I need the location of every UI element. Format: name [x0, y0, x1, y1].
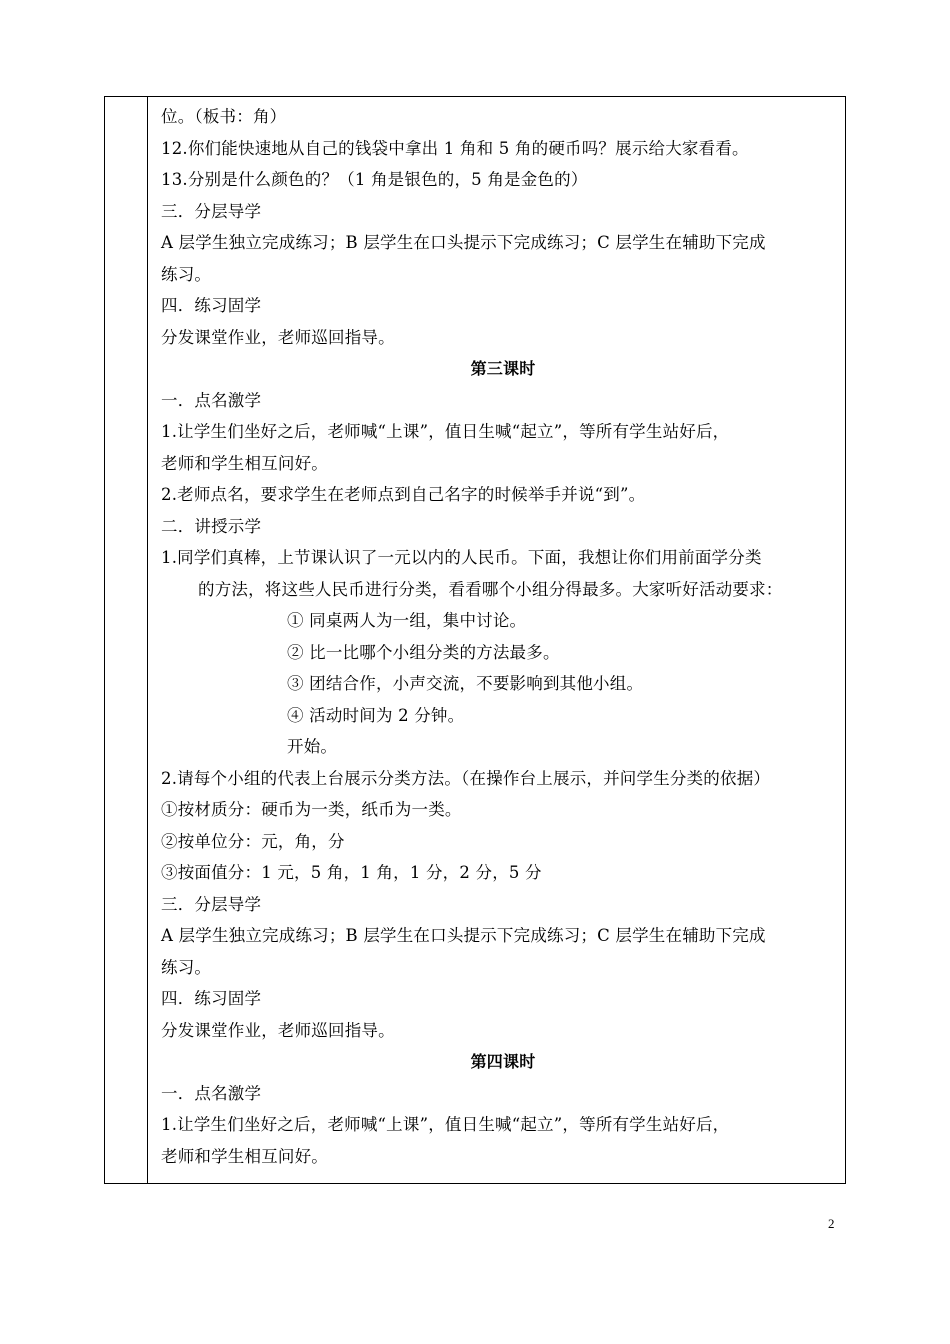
text-line: 开始。 [287, 737, 338, 756]
text-line: A 层学生独立完成练习；B 层学生在口头提示下完成练习；C 层学生在辅助下完成 [161, 233, 766, 252]
lesson-plan-table [104, 96, 846, 1184]
section-heading: 第四课时 [470, 1052, 536, 1071]
text-line: 一．点名激学 [161, 1083, 262, 1103]
left-column-cell [105, 97, 148, 1183]
section-heading: 第三课时 [470, 359, 536, 378]
text-line: ④ 活动时间为 2 分钟。 [287, 705, 465, 725]
text-line: 练习。 [161, 264, 212, 284]
text-line: 练习。 [161, 957, 212, 977]
text-line: ①按材质分：硬币为一类，纸币为一类。 [161, 800, 462, 819]
text-line: ① 同桌两人为一组，集中讨论。 [287, 611, 527, 630]
text-line: 老师和学生相互问好。 [161, 453, 328, 473]
text-line: 2.老师点名，要求学生在老师点到自己名字的时候举手并说“到”。 [161, 485, 646, 504]
text-line: 2.请每个小组的代表上台展示分类方法。（在操作台上展示，并问学生分类的依据） [161, 768, 771, 788]
text-line: 分发课堂作业，老师巡回指导。 [161, 1020, 395, 1040]
text-line: 分发课堂作业，老师巡回指导。 [161, 327, 395, 347]
text-line: ③按面值分：1 元，5 角，1 角，1 分，2 分，5 分 [161, 863, 542, 882]
text-line: 13.分别是什么颜色的？（1 角是银色的，5 角是金色的） [161, 170, 588, 189]
text-line: 老师和学生相互问好。 [161, 1146, 328, 1166]
text-line: 1.让学生们坐好之后，老师喊“上课”，值日生喊“起立”，等所有学生站好后， [161, 422, 730, 441]
lesson-content-cell [161, 101, 845, 1172]
text-line: 二．讲授示学 [161, 516, 262, 536]
text-line: 三．分层导学 [161, 894, 262, 914]
text-line: 三．分层导学 [161, 201, 262, 221]
text-line: 位。（板书：角） [161, 107, 287, 126]
text-line: 四．练习固学 [161, 989, 262, 1008]
text-line: 1.让学生们坐好之后，老师喊“上课”，值日生喊“起立”，等所有学生站好后， [161, 1115, 730, 1134]
text-line: ②按单位分：元，角，分 [161, 831, 345, 851]
text-line: 的方法，将这些人民币进行分类，看看哪个小组分得最多。大家听好活动要求： [198, 579, 783, 599]
text-line: 1.同学们真棒，上节课认识了一元以内的人民币。下面，我想让你们用前面学分类 [161, 548, 762, 567]
text-line: 12.你们能快速地从自己的钱袋中拿出 1 角和 5 角的硬币吗？展示给大家看看。 [161, 138, 749, 158]
page-number: 2 [828, 1216, 835, 1231]
text-line: 一．点名激学 [161, 390, 262, 410]
text-line: A 层学生独立完成练习；B 层学生在口头提示下完成练习；C 层学生在辅助下完成 [161, 926, 766, 945]
text-line: 四．练习固学 [161, 296, 262, 315]
text-line: ③ 团结合作，小声交流，不要影响到其他小组。 [287, 674, 644, 693]
text-line: ② 比一比哪个小组分类的方法最多。 [287, 642, 560, 662]
